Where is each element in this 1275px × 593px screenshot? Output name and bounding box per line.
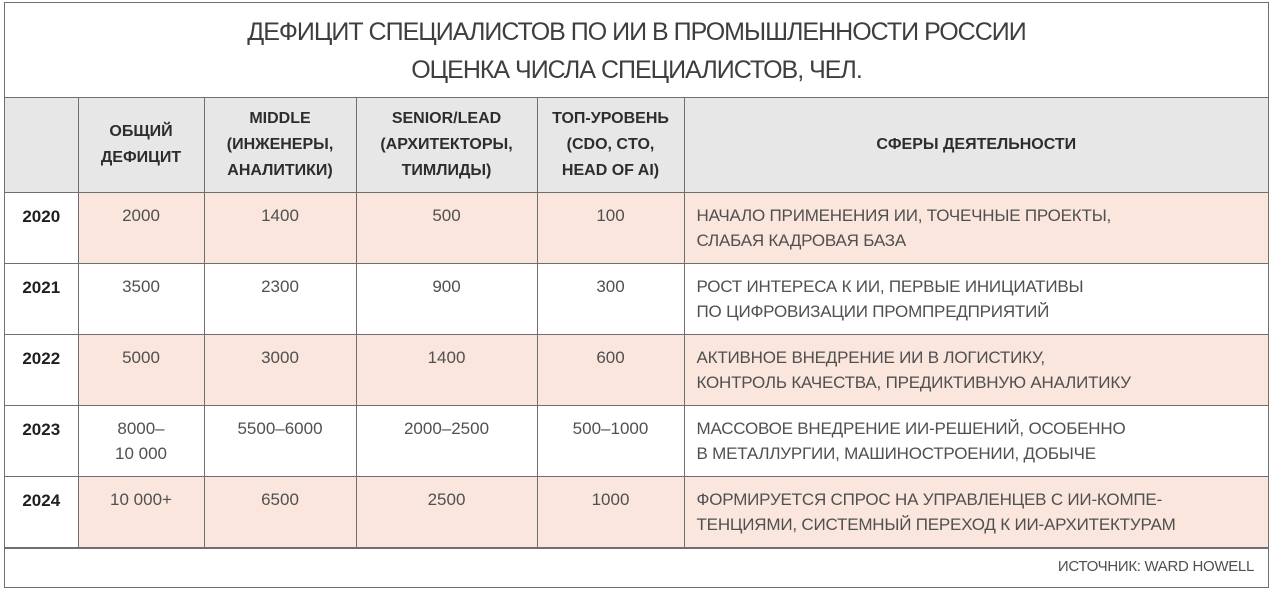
total-deficit-line: 5000 [122, 347, 160, 367]
year-cell: 2021 [5, 263, 78, 334]
header-year [5, 98, 78, 192]
top-level-cell: 100 [537, 192, 684, 263]
report-table-frame [4, 2, 1269, 588]
spheres-cell [684, 263, 1268, 334]
spheres-line: АКТИВНОЕ ВНЕДРЕНИЕ ИИ В ЛОГИСТИКУ, [696, 347, 1045, 367]
year-cell: 2022 [5, 334, 78, 405]
senior-lead-cell: 2500 [356, 476, 537, 547]
spheres-line: ТЕНЦИЯМИ, СИСТЕМНЫЙ ПЕРЕХОД К ИИ-АРХИТЕКТУРАМ [696, 514, 1176, 534]
middle-cell: 2300 [204, 263, 356, 334]
header-spheres [684, 98, 1268, 192]
middle-cell: 3000 [204, 334, 356, 405]
table-row [5, 334, 1268, 405]
deficit-table [5, 98, 1268, 548]
total-deficit-line: 8000– [117, 418, 165, 438]
year-cell: 2023 [5, 405, 78, 476]
header-line: MIDDLE [249, 109, 311, 127]
total-deficit-line: 3500 [122, 276, 160, 296]
spheres-cell [684, 192, 1268, 263]
spheres-line: СЛАБАЯ КАДРОВАЯ БАЗА [696, 230, 906, 250]
header-senior-lead [356, 98, 537, 192]
table-row [5, 405, 1268, 476]
spheres-cell [684, 334, 1268, 405]
header-line: (CDO, CTO, [566, 135, 655, 153]
header-line: ОБЩИЙ [109, 122, 173, 140]
spheres-line: В МЕТАЛЛУРГИИ, МАШИНОСТРОЕНИИ, ДОБЫЧЕ [696, 443, 1096, 463]
total-deficit-cell [78, 405, 204, 476]
middle-cell: 5500–6000 [204, 405, 356, 476]
top-level-cell: 300 [537, 263, 684, 334]
header-line: HEAD OF AI) [561, 161, 660, 179]
header-line: ТОП-УРОВЕНЬ [552, 109, 669, 127]
header-line: АНАЛИТИКИ) [227, 161, 333, 179]
year-cell: 2024 [5, 476, 78, 547]
top-level-cell: 600 [537, 334, 684, 405]
table-row [5, 476, 1268, 547]
senior-lead-cell: 1400 [356, 334, 537, 405]
spheres-line: КОНТРОЛЬ КАЧЕСТВА, ПРЕДИКТИВНУЮ АНАЛИТИКУ [696, 372, 1131, 392]
top-level-cell: 1000 [537, 476, 684, 547]
title-block [5, 3, 1268, 98]
header-line: SENIOR/LEAD [391, 109, 502, 127]
spheres-cell [684, 405, 1268, 476]
header-line: ТИМЛИДЫ) [401, 161, 492, 179]
header-line: ДЕФИЦИТ [100, 148, 182, 166]
spheres-line: ФОРМИРУЕТСЯ СПРОС НА УПРАВЛЕНЦЕВ С ИИ-КОМПЕ- [696, 489, 1163, 509]
senior-lead-cell: 900 [356, 263, 537, 334]
spheres-line: ПО ЦИФРОВИЗАЦИИ ПРОМПРЕДПРИЯТИЙ [696, 301, 1050, 321]
total-deficit-cell [78, 263, 204, 334]
total-deficit-cell [78, 476, 204, 547]
middle-cell: 1400 [204, 192, 356, 263]
header-row [5, 98, 1268, 192]
table-row [5, 192, 1268, 263]
header-middle [204, 98, 356, 192]
header-total-deficit [78, 98, 204, 192]
senior-lead-cell: 500 [356, 192, 537, 263]
header-line: СФЕРЫ ДЕЯТЕЛЬНОСТИ [876, 135, 1077, 153]
table-body [5, 192, 1268, 547]
header-line: (АРХИТЕКТОРЫ, [380, 135, 513, 153]
total-deficit-cell [78, 192, 204, 263]
total-deficit-line: 10 000 [115, 443, 167, 463]
spheres-line: МАССОВОЕ ВНЕДРЕНИЕ ИИ-РЕШЕНИЙ, ОСОБЕННО [696, 418, 1126, 438]
spheres-line: РОСТ ИНТЕРЕСА К ИИ, ПЕРВЫЕ ИНИЦИАТИВЫ [696, 276, 1084, 296]
total-deficit-line: 10 000+ [110, 489, 172, 509]
total-deficit-cell [78, 334, 204, 405]
spheres-cell [684, 476, 1268, 547]
table-row [5, 263, 1268, 334]
senior-lead-cell: 2000–2500 [356, 405, 537, 476]
title-line-2: ОЦЕНКА ЧИСЛА СПЕЦИАЛИСТОВ, ЧЕЛ. [411, 56, 862, 84]
title-line-1: ДЕФИЦИТ СПЕЦИАЛИСТОВ ПО ИИ В ПРОМЫШЛЕННОСТИ РОССИИ [247, 18, 1026, 46]
header-top-level [537, 98, 684, 192]
source-note: ИСТОЧНИК: WARD HOWELL [5, 548, 1268, 587]
header-line: (ИНЖЕНЕРЫ, [226, 135, 334, 153]
top-level-cell: 500–1000 [537, 405, 684, 476]
total-deficit-line: 2000 [122, 205, 160, 225]
spheres-line: НАЧАЛО ПРИМЕНЕНИЯ ИИ, ТОЧЕЧНЫЕ ПРОЕКТЫ, [696, 205, 1112, 225]
year-cell: 2020 [5, 192, 78, 263]
middle-cell: 6500 [204, 476, 356, 547]
